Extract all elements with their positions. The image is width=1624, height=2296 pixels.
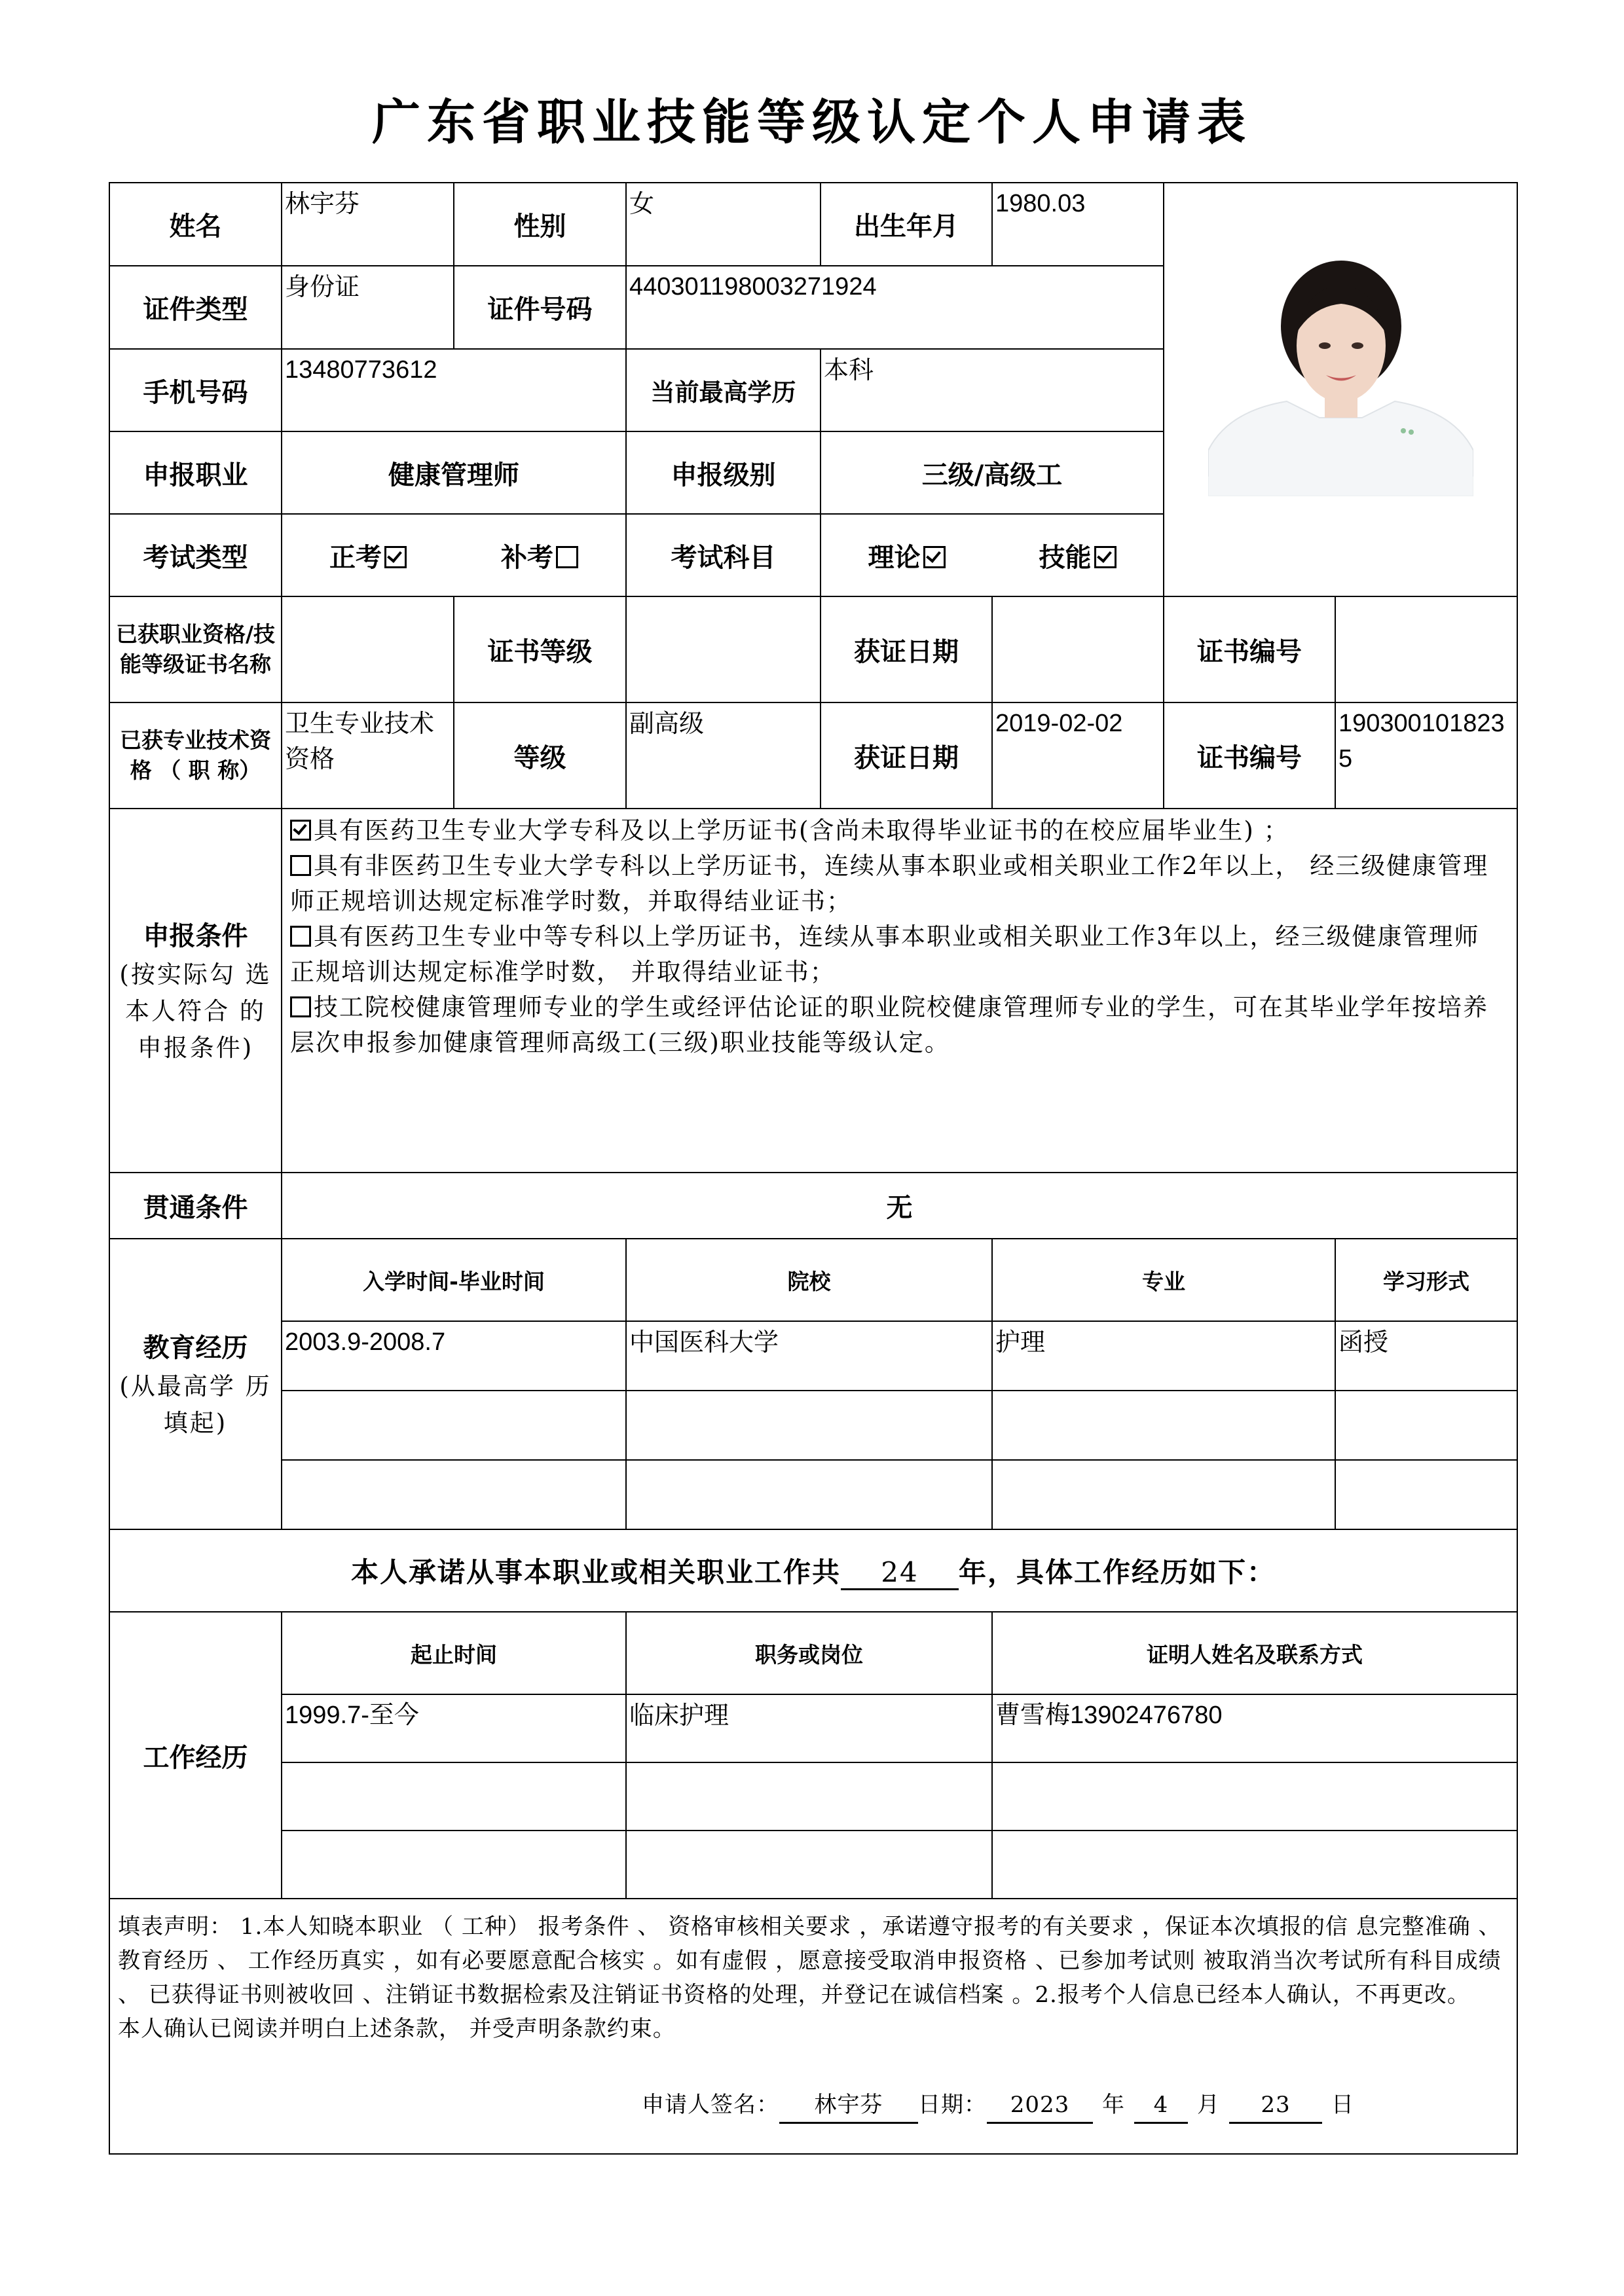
cert-grade-label: 证书等级 (454, 596, 626, 702)
pro-date-label: 获证日期 (821, 702, 992, 809)
exam-regular-checkbox[interactable] (384, 546, 407, 568)
work-years-pledge (109, 1529, 1517, 1612)
condition-checkbox[interactable] (290, 926, 311, 947)
work-position-cell[interactable] (626, 1762, 992, 1831)
declaration-cell (109, 1899, 1517, 2154)
phone-label: 手机号码 (109, 349, 282, 431)
table-row (109, 1460, 1517, 1529)
condition-item[interactable] (290, 848, 1504, 919)
pro-title-field[interactable]: 卫生专业技术资格 (282, 702, 454, 809)
id-number-label: 证件号码 (454, 266, 626, 349)
condition-item[interactable] (290, 990, 1504, 1061)
edu-mode-cell[interactable] (1335, 1460, 1517, 1529)
through-field[interactable]: 无 (282, 1173, 1517, 1239)
pledge-suffix: 年，具体工作经历如下： (959, 1556, 1276, 1588)
conditions-label: 申报条件 (143, 920, 248, 951)
work-history-label: 工作经历 (109, 1612, 282, 1899)
education-history-label: 教育经历 (143, 1332, 248, 1363)
exam-makeup-checkbox[interactable] (556, 546, 578, 568)
month-field[interactable]: 4 (1134, 2088, 1188, 2124)
edu-mode-cell[interactable]: 函授 (1335, 1321, 1517, 1391)
condition-text: 具有医药卫生专业中等专科以上学历证书，连续从事本职业或相关职业工作3年以上，经三级健康管理师正规培训达规定标准学时数， 并取得结业证书； (290, 922, 1480, 986)
subject-skill-label: 技能 (1039, 542, 1092, 573)
exam-type-label: 考试类型 (109, 514, 282, 596)
edu-major-cell[interactable] (992, 1460, 1335, 1529)
year-unit: 年 (1102, 2092, 1125, 2118)
gender-field[interactable]: 女 (626, 183, 821, 266)
edu-time-cell[interactable] (282, 1460, 626, 1529)
subject-skill-checkbox[interactable] (1094, 546, 1116, 568)
occupation-label: 申报职业 (109, 431, 282, 514)
exam-regular-option[interactable] (329, 537, 407, 574)
work-period-cell[interactable] (282, 1762, 626, 1831)
work-header-reference: 证明人姓名及联系方式 (992, 1612, 1517, 1694)
through-label: 贯通条件 (109, 1173, 282, 1239)
condition-checkbox[interactable] (290, 820, 311, 841)
year-field[interactable]: 2023 (987, 2088, 1093, 2124)
work-period-cell[interactable]: 1999.7-至今 (282, 1694, 626, 1762)
occupation-field[interactable]: 健康管理师 (282, 431, 626, 514)
edu-school-cell[interactable] (626, 1460, 992, 1529)
pro-date-field[interactable]: 2019-02-02 (992, 702, 1164, 809)
declaration-confirm: 本人确认已阅读并明白上述条款， 并受声明条款约束。 (118, 2016, 676, 2042)
edu-header-major: 专业 (992, 1239, 1335, 1321)
edu-time-cell[interactable] (282, 1391, 626, 1460)
work-reference-cell[interactable]: 曹雪梅13902476780 (992, 1694, 1517, 1762)
pledge-years-field[interactable]: 24 (841, 1556, 959, 1590)
edu-header-school: 院校 (626, 1239, 992, 1321)
id-type-field[interactable]: 身份证 (282, 266, 454, 349)
month-unit: 月 (1197, 2092, 1220, 2118)
birth-label: 出生年月 (821, 183, 992, 266)
name-field[interactable]: 林宇芬 (282, 183, 454, 266)
exam-makeup-option[interactable] (501, 537, 578, 574)
edu-major-cell[interactable]: 护理 (992, 1321, 1335, 1391)
work-period-cell[interactable] (282, 1831, 626, 1899)
education-label: 当前最高学历 (626, 349, 821, 431)
edu-header-time: 入学时间-毕业时间 (282, 1239, 626, 1321)
pro-grade-label: 等级 (454, 702, 626, 809)
id-type-label: 证件类型 (109, 266, 282, 349)
condition-checkbox[interactable] (290, 855, 311, 876)
cert-grade-field[interactable] (626, 596, 821, 702)
subject-skill-option[interactable] (1039, 537, 1116, 574)
cert-no-field[interactable] (1335, 596, 1517, 702)
edu-mode-cell[interactable] (1335, 1391, 1517, 1460)
work-position-cell[interactable]: 临床护理 (626, 1694, 992, 1762)
exam-subject-options (821, 514, 1164, 596)
gender-label: 性别 (454, 183, 626, 266)
work-header-position: 职务或岗位 (626, 1612, 992, 1694)
table-row (109, 1391, 1517, 1460)
signature-line (118, 2088, 1504, 2124)
edu-time-cell[interactable]: 2003.9-2008.7 (282, 1321, 626, 1391)
condition-text: 技工院校健康管理师专业的学生或经评估论证的职业院校健康管理师专业的学生，可在其毕业学年按培养层次申报参加健康管理师高级工(三级)职业技能等级认定。 (290, 993, 1488, 1057)
level-field[interactable]: 三级/高级工 (821, 431, 1164, 514)
conditions-list (282, 809, 1517, 1173)
education-field[interactable]: 本科 (821, 349, 1164, 431)
condition-item[interactable] (290, 813, 1504, 848)
pro-title-label: 已获专业技术资格 （ 职 称） (109, 702, 282, 809)
cert-no-label: 证书编号 (1164, 596, 1335, 702)
table-row (109, 1762, 1517, 1831)
table-row (109, 1831, 1517, 1899)
conditions-label-cell (109, 809, 282, 1173)
exam-regular-label: 正考 (329, 542, 382, 573)
work-reference-cell[interactable] (992, 1762, 1517, 1831)
applicant-photo[interactable] (1208, 261, 1473, 496)
edu-major-cell[interactable] (992, 1391, 1335, 1460)
pro-grade-field[interactable]: 副高级 (626, 702, 821, 809)
edu-school-cell[interactable]: 中国医科大学 (626, 1321, 992, 1391)
edu-header-mode: 学习形式 (1335, 1239, 1517, 1321)
education-label-cell (109, 1239, 282, 1529)
level-label: 申报级别 (626, 431, 821, 514)
signature-field[interactable]: 林宇芬 (779, 2088, 918, 2124)
conditions-note: (按实际勾 选本人符合 的申报条件) (119, 960, 272, 1062)
subject-theory-option[interactable] (868, 537, 946, 574)
condition-text: 具有医药卫生专业大学专科及以上学历证书(含尚未取得毕业证书的在校应届毕业生) ； (314, 816, 1289, 845)
table-row (109, 1694, 1517, 1762)
education-history-note: (从最高学 历填起) (119, 1372, 272, 1437)
date-label: 日期： (918, 2092, 987, 2118)
photo-cell (1164, 183, 1517, 596)
pledge-prefix: 本人承诺从事本职业或相关职业工作共 (350, 1556, 841, 1588)
exam-makeup-label: 补考 (501, 542, 553, 573)
obtained-cert-name-field[interactable] (282, 596, 454, 702)
work-reference-cell[interactable] (992, 1831, 1517, 1899)
name-label: 姓名 (109, 183, 282, 266)
condition-checkbox[interactable] (290, 996, 311, 1017)
pro-no-label: 证书编号 (1164, 702, 1335, 809)
phone-field[interactable]: 13480773612 (282, 349, 626, 431)
form-title: 广东省职业技能等级认定个人申请表 (372, 94, 1252, 151)
work-position-cell[interactable] (626, 1831, 992, 1899)
obtained-cert-label: 已获职业资格/技能等级证书名称 (109, 596, 282, 702)
pro-no-field[interactable]: 1903001018235 (1335, 702, 1517, 809)
exam-type-options (282, 514, 626, 596)
birth-field[interactable]: 1980.03 (992, 183, 1164, 266)
cert-date-field[interactable] (992, 596, 1164, 702)
subject-theory-label: 理论 (868, 542, 921, 573)
exam-subject-label: 考试科目 (626, 514, 821, 596)
cert-date-label: 获证日期 (821, 596, 992, 702)
edu-school-cell[interactable] (626, 1391, 992, 1460)
subject-theory-checkbox[interactable] (923, 546, 946, 568)
condition-text: 具有非医药卫生专业大学专科以上学历证书，连续从事本职业或相关职业工作2年以上， 经三级健康管理师正规培训达规定标准学时数，并取得结业证书； (290, 852, 1489, 915)
application-form (109, 182, 1518, 2155)
sign-label: 申请人签名： (642, 2092, 779, 2118)
id-number-field[interactable]: 440301198003271924 (626, 266, 1164, 349)
condition-item[interactable] (290, 919, 1504, 990)
work-header-period: 起止时间 (282, 1612, 626, 1694)
table-row (109, 1321, 1517, 1391)
declaration-text: 填表声明： 1.本人知晓本职业 （ 工种） 报考条件 、 资格审核相关要求 ，承诺遵守报考的有关要求 ，保证本次填报的信 息完整准确 、教育经历 、 工作经历真实 ，如有必要愿意配合核实 。如有虚假 ，愿意接受取消申报资格 、已参加考试则 被取消当次考试所有科目成绩 、 已获得证书则被收回 、注销证书数据检索及注销证书资格的处理，并登记在诚信档案 。2.报考个人信息已经本人确认，不再更改。 (118, 1914, 1502, 2008)
day-field[interactable]: 23 (1229, 2088, 1322, 2124)
day-unit: 日 (1331, 2092, 1354, 2118)
